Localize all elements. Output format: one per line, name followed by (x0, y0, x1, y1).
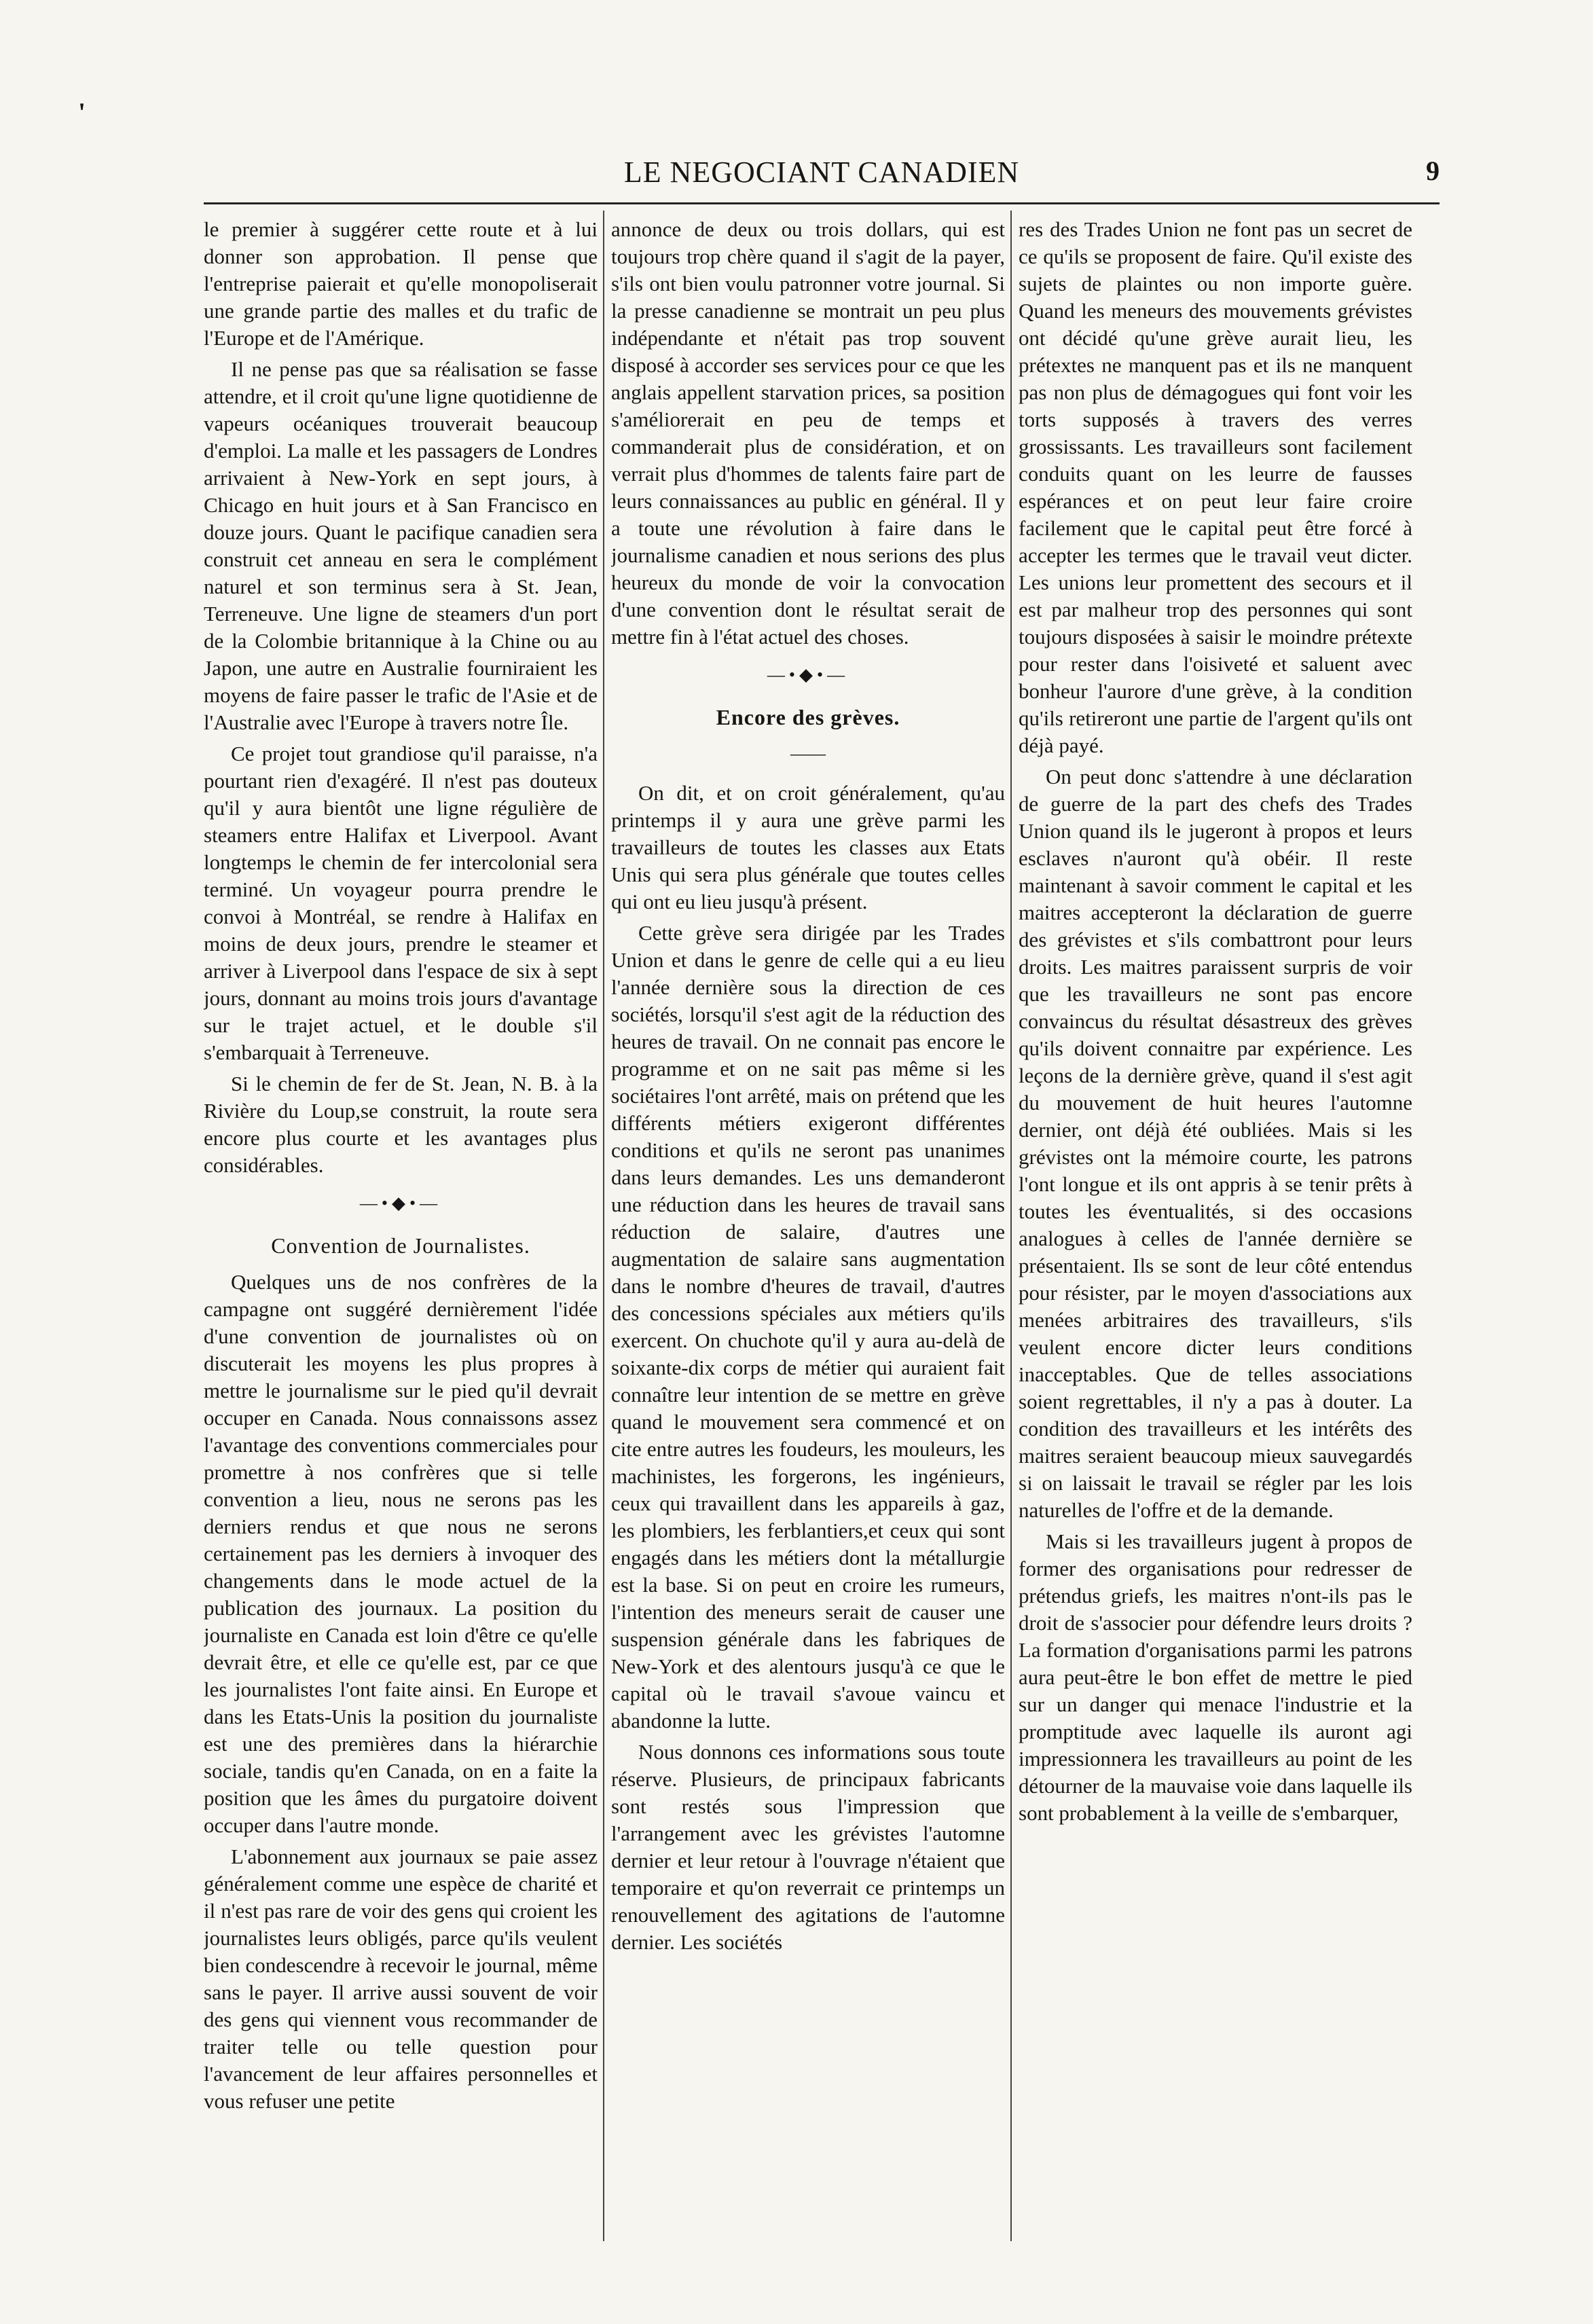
paragraph: Il ne pense pas que sa réalisation se fasse attendre, et il croit qu'une ligne quotidienne de vapeurs océaniques trouverait beaucoup d'emploi. La malle et les passagers de Londres arrivaient à New-York en sept jours, à Chicago en huit jours et à San Francisco en douze jours. Quant le pacifique canadien sera construit cet anneau en sera le complément naturel et son terminus sera à St. Jean, Terreneuve. Une ligne de steamers d'un port de la Colombie britannique à la Chine ou au Japon, une autre en Australie fourniraient les moyens de faire passer le trafic de l'Asie et de l'Australie avec l'Europe à travers notre Île. (204, 357, 598, 734)
paragraph: L'abonnement aux journaux se paie assez généralement comme une espèce de charité et il n'est pas rare de voir des gens qui croient les journalistes leurs obligés, parce qu'ils veulent bien condescendre à recevoir le journal, même sans le payer. Il arrive aussi souvent de voir des gens qui viennent vous recommander de traiter telle ou telle question pour l'avancement de leur affaires personnelles et vous refuser une petite (204, 1845, 598, 2113)
heading-rule: —— (790, 744, 826, 763)
page-number: 9 (1426, 156, 1440, 186)
section-ornament: —•◆•— (359, 1193, 442, 1213)
article-heading: Convention de Journalistes. (271, 1233, 530, 1258)
paragraph: Quelques uns de nos confrères de la campagne ont suggéré dernièrement l'idée d'une convention de journalistes où on discuterait les moyens les plus propres à mettre le journalisme sur le pied qu'il devrait occuper en Canada. Nous connaissons assez l'avantage des conventions commerciales pour promettre à nos confrères que si telle convention a lieu, nous ne serons pas les derniers rendus et que nous ne serons certainement pas les derniers à invoquer des changements dans le mode actuel de la publication des journaux. La position du journaliste en Canada est loin d'être ce qu'elle devrait être, et elle ce qu'elle est, par ce que les journalistes l'ont faite ainsi. En Europe et dans les Etats-Unis la position du journaliste est une des premières dans la hiérarchie sociale, tandis qu'en Canada, on en a faite la position que les âmes du purgatoire doivent occuper dans l'autre monde. (204, 1270, 598, 1837)
paragraph: On peut donc s'attendre à une déclaration de guerre de la part des chefs des Trades Union quand ils le jugeront à propos et leurs esclaves n'auront qu'à obéir. Il reste maintenant à savoir comment le capital et les maitres accepteront la déclaration de guerre des grévistes et s'ils combattront pour leurs droits. Les maitres paraissent surpris de voir que les travailleurs ne sont pas encore convaincus du résultat désastreux des grèves qu'ils doivent connaitre par expérience. Les leçons de la dernière grève, quand il s'est agit du mouvement de huit heures l'automne dernier, ont déjà été oubliées. Mais si les grévistes ont la mémoire courte, les patrons l'ont longue et ils ont appris à se tenir prêts à toutes les éventualités, si des occasions analogues à celles de l'année dernière se présentaient. Ils se sont de leur côté entendus pour résister, par le moyen d'associations aux menées arbitraires des travailleurs, s'ils veulent encore dicter leurs conditions inacceptables. Que de telles associations soient regrettables, il n'y a pas à douter. La condition des travailleurs et les intérêts des maitres seraient beaucoup mieux sauvegardés si on laissait le travail se régler par les lois naturelles de l'offre et de la demande. (1019, 765, 1412, 1522)
paragraph: Ce projet tout grandiose qu'il paraisse, n'a pourtant rien d'exagéré. Il n'est pas douteux qu'il y aura bientôt une ligne régulière de steamers entre Halifax et Liverpool. Avant longtemps le chemin de fer intercolonial sera terminé. Un voyageur pourra prendre le convoi à Montréal, se rendre à Halifax en moins de deux jours, prendre le steamer et arriver à Liverpool dans l'espace de six à sept jours, donnant au moins trois jours d'avantage sur le trajet actuel, et le double s'il s'embarquait à Terreneuve. (204, 742, 598, 1064)
paragraph: annonce de deux ou trois dollars, qui est toujours trop chère quand il s'agit de la payer, s'ils ont bien voulu patronner votre journal. Si la presse canadienne se montrait un peu plus indépendante et n'était pas trop souvent disposé à accorder ses services pour ce que les anglais appellent starvation prices, sa position s'améliorerait en peu de temps et commanderait plus de considération, et on verrait plus d'hommes de talents faire part de leurs connaissances au public en général. Il y a toute une révolution à faire dans le journalisme canadien et nous serions des plus heureux du monde de voir la convocation d'une convention dont le résultat serait de mettre fin à l'état actuel des choses. (611, 217, 1005, 649)
paragraph: Si le chemin de fer de St. Jean, N. B. à la Rivière du Loup,se construit, la route sera encore plus courte et les avantages plus considérables. (204, 1072, 598, 1177)
column-divider (603, 211, 604, 2241)
page-header (204, 155, 1440, 196)
column-1 (204, 216, 598, 2240)
paragraph: Nous donnons ces informations sous toute réserve. Plusieurs, de principaux fabricants sont restés sous l'impression que l'arrangement avec les grévistes l'automne dernier et leur retour à l'ouvrage n'étaient que temporaire et qu'on reverrait ce printemps un renouvellement des agitations de l'automne dernier. Les sociétés (611, 1740, 1005, 1954)
paragraph: res des Trades Union ne font pas un secret de ce qu'ils se proposent de faire. Qu'il existe des sujets de plaintes ou non importe guère. Quand les meneurs des mouvements grévistes ont décidé qu'une grève aurait lieu, les prétextes ne manquent pas et ils ne manquent pas non plus de démagogues qui font voir les torts supposés à travers des verres grossissants. Les travailleurs sont facilement conduits quant on les leurre de fausses espérances et on peut leur faire croire facilement que le capital peut être forcé à accepter les termes que le travail veut dicter. Les unions leur promettent des secours et il est par malheur trop des personnes qui sont toujours disposées à saisir le moindre prétexte pour rester dans l'oisiveté et saluent avec bonheur l'aurore d'une grève, à la condition qu'ils retireront une partie de l'argent qu'ils ont déjà payé. (1019, 217, 1412, 757)
running-title: LE NEGOCIANT CANADIEN (623, 156, 1020, 189)
column-divider (1010, 211, 1012, 2241)
paragraph: Mais si les travailleurs jugent à propos de former des organisations pour redresser de prétendus griefs, les maitres n'ont-ils pas le droit de s'associer pour défendre leurs droits ? La formation d'organisations parmi les patrons aura peut-être le bon effet de mettre le pied sur un danger qui menace l'industrie et la promptitude avec laquelle ils auront agi impressionnera les travailleurs au point de les détourner de la mauvaise voie dans laquelle ils sont probablement à la veille de s'embarquer, (1019, 1529, 1412, 1825)
section-ornament: —•◆•— (767, 665, 849, 685)
column-2 (611, 216, 1005, 2240)
article-heading: Encore des grèves. (716, 705, 900, 729)
paragraph: On dit, et on croit généralement, qu'au printemps il y aura une grève parmi les travailleurs de toutes les classes aux Etats Unis qui sera plus générale que toutes celles qui ont eu lieu jusqu'à présent. (611, 781, 1005, 913)
column-3 (1019, 216, 1412, 2240)
paragraph: le premier à suggérer cette route et à lui donner son approbation. Il pense que l'entreprise paierait et qu'elle monopoliserait une grande partie des malles et du trafic de l'Europe et de l'Amérique. (204, 217, 598, 350)
header-rule (204, 202, 1440, 204)
margin-mark: ' (78, 97, 86, 128)
paragraph: Cette grève sera dirigée par les Trades Union et dans le genre de celle qui a eu lieu l'année dernière sous la direction de ces sociétés, lorsqu'il s'est agit de la réduction des heures de travail. On ne connait pas encore le programme et on ne sait pas même si les sociétaires l'ont arrêté, mais on prétend que les différents métiers exigeront différentes conditions et qu'ils ne seront pas unanimes dans leurs demandes. Les uns demanderont une réduction dans les heures de travail sans réduction de salaire, d'autres une augmentation de salaire sans augmentation dans le nombre d'heures de travail, d'autres des concessions spéciales aux métiers qu'ils exercent. On chuchote qu'il y aura au-delà de soixante-dix corps de métier qui auraient fait connaître leur intention de se mettre en grève quand le mouvement sera commencé et on cite entre autres les foudeurs, les mouleurs, les machinistes, les forgerons, les ingénieurs, ceux qui travaillent dans les appareils à gaz, les plombiers, les ferblantiers,et ceux qui sont engagés dans les métiers dont la métallurgie est la base. Si on peut en croire les rumeurs, l'intention des meneurs serait de causer une suspension générale dans les fabriques de New-York et des alentours jusqu'à ce que le capital où le travail s'avoue vaincu et abandonne la lutte. (611, 921, 1005, 1732)
